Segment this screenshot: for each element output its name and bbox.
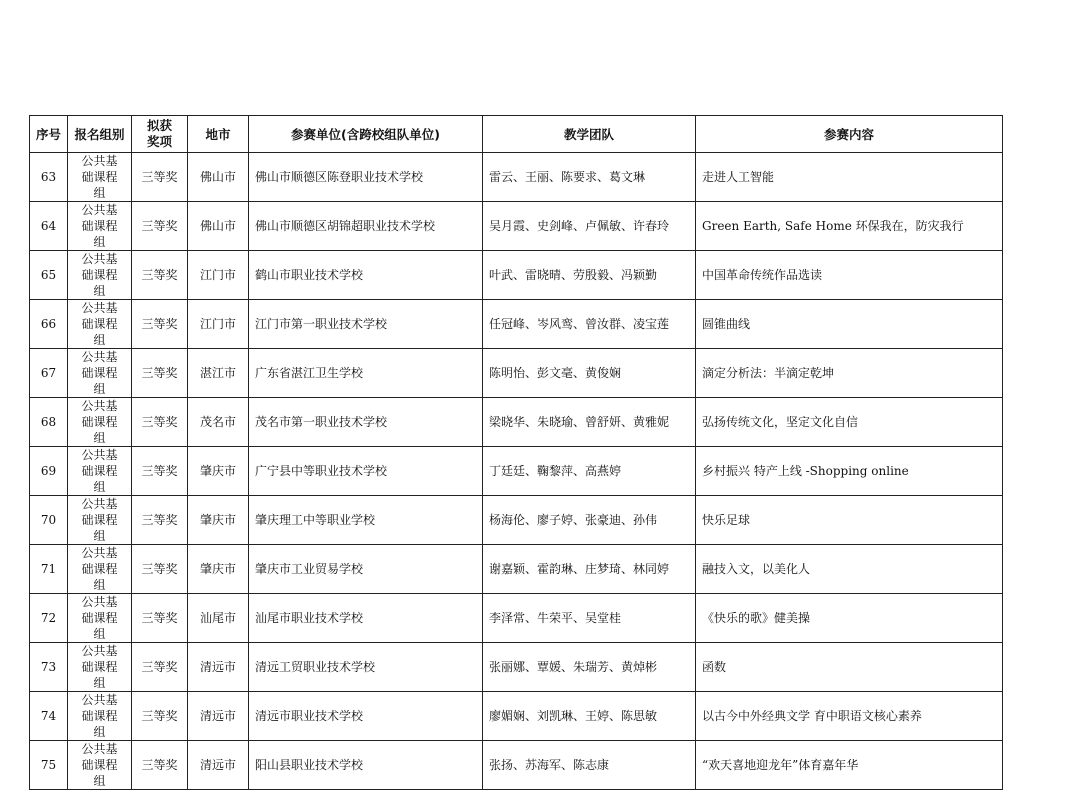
cell-city: 湛江市 — [188, 349, 249, 398]
cell-city: 肇庆市 — [188, 447, 249, 496]
cell-city: 佛山市 — [188, 153, 249, 202]
cell-content: 弘扬传统文化，坚定文化自信 — [696, 398, 1003, 447]
cell-award: 三等奖 — [132, 594, 188, 643]
cell-content: 融技入文，以美化人 — [696, 545, 1003, 594]
table-row — [30, 398, 1003, 447]
cell-award: 三等奖 — [132, 545, 188, 594]
cell-city: 佛山市 — [188, 202, 249, 251]
cell-unit: 肇庆市工业贸易学校 — [249, 545, 483, 594]
cell-no: 72 — [30, 594, 68, 643]
table-header-row — [30, 116, 1003, 153]
cell-group: 公共基础课程组 — [68, 251, 132, 300]
header-city: 地市 — [188, 116, 249, 153]
header-no: 序号 — [30, 116, 68, 153]
cell-unit: 清远市职业技术学校 — [249, 692, 483, 741]
cell-unit: 广宁县中等职业技术学校 — [249, 447, 483, 496]
cell-award: 三等奖 — [132, 643, 188, 692]
cell-group: 公共基础课程组 — [68, 398, 132, 447]
table-row — [30, 300, 1003, 349]
cell-no: 66 — [30, 300, 68, 349]
cell-content: 快乐足球 — [696, 496, 1003, 545]
cell-group: 公共基础课程组 — [68, 447, 132, 496]
cell-no: 73 — [30, 643, 68, 692]
table-row — [30, 741, 1003, 790]
cell-group: 公共基础课程组 — [68, 741, 132, 790]
cell-award: 三等奖 — [132, 153, 188, 202]
award-table — [29, 115, 1003, 790]
cell-team: 张丽娜、覃媛、朱瑞芳、黄焯彬 — [483, 643, 696, 692]
cell-award: 三等奖 — [132, 741, 188, 790]
cell-group: 公共基础课程组 — [68, 300, 132, 349]
cell-team: 雷云、王丽、陈要求、葛文琳 — [483, 153, 696, 202]
cell-content: 以古今中外经典文学 育中职语文核心素养 — [696, 692, 1003, 741]
table-row — [30, 349, 1003, 398]
cell-award: 三等奖 — [132, 202, 188, 251]
cell-content: 中国革命传统作品选读 — [696, 251, 1003, 300]
cell-unit: 肇庆理工中等职业学校 — [249, 496, 483, 545]
cell-award: 三等奖 — [132, 496, 188, 545]
table-row — [30, 202, 1003, 251]
cell-city: 江门市 — [188, 300, 249, 349]
table-row — [30, 643, 1003, 692]
cell-unit: 广东省湛江卫生学校 — [249, 349, 483, 398]
cell-city: 清远市 — [188, 741, 249, 790]
cell-no: 65 — [30, 251, 68, 300]
cell-team: 张扬、苏海军、陈志康 — [483, 741, 696, 790]
table-body — [30, 153, 1003, 790]
cell-unit: 江门市第一职业技术学校 — [249, 300, 483, 349]
cell-unit: 佛山市顺德区胡锦超职业技术学校 — [249, 202, 483, 251]
cell-team: 丁廷廷、鞠黎萍、高燕婷 — [483, 447, 696, 496]
table-row — [30, 545, 1003, 594]
cell-group: 公共基础课程组 — [68, 692, 132, 741]
cell-no: 67 — [30, 349, 68, 398]
cell-content: 《快乐的歌》健美操 — [696, 594, 1003, 643]
cell-team: 任冠峰、岑风鸾、曾汝群、凌宝莲 — [483, 300, 696, 349]
cell-award: 三等奖 — [132, 447, 188, 496]
header-unit: 参赛单位(含跨校组队单位) — [249, 116, 483, 153]
cell-unit: 汕尾市职业技术学校 — [249, 594, 483, 643]
header-content: 参赛内容 — [696, 116, 1003, 153]
header-group: 报名组别 — [68, 116, 132, 153]
table-row — [30, 447, 1003, 496]
cell-city: 汕尾市 — [188, 594, 249, 643]
cell-group: 公共基础课程组 — [68, 202, 132, 251]
cell-no: 70 — [30, 496, 68, 545]
cell-content: 函数 — [696, 643, 1003, 692]
table-row — [30, 496, 1003, 545]
header-award: 拟获奖项 — [132, 116, 188, 153]
cell-award: 三等奖 — [132, 692, 188, 741]
cell-group: 公共基础课程组 — [68, 496, 132, 545]
cell-content: 圆锥曲线 — [696, 300, 1003, 349]
table-row — [30, 594, 1003, 643]
cell-no: 71 — [30, 545, 68, 594]
header-team: 教学团队 — [483, 116, 696, 153]
cell-content: 滴定分析法：半滴定乾坤 — [696, 349, 1003, 398]
cell-city: 肇庆市 — [188, 545, 249, 594]
cell-content: Green Earth, Safe Home 环保我在，防灾我行 — [696, 202, 1003, 251]
cell-unit: 佛山市顺德区陈登职业技术学校 — [249, 153, 483, 202]
cell-team: 杨海伦、廖子婷、张豪迪、孙伟 — [483, 496, 696, 545]
cell-team: 廖媚娴、刘凯琳、王婷、陈思敏 — [483, 692, 696, 741]
cell-unit: 茂名市第一职业技术学校 — [249, 398, 483, 447]
cell-city: 清远市 — [188, 692, 249, 741]
cell-city: 江门市 — [188, 251, 249, 300]
cell-content: “欢天喜地迎龙年”体育嘉年华 — [696, 741, 1003, 790]
cell-no: 69 — [30, 447, 68, 496]
cell-team: 梁晓华、朱晓瑜、曾舒妍、黄雅妮 — [483, 398, 696, 447]
table-row — [30, 251, 1003, 300]
table-row — [30, 153, 1003, 202]
cell-no: 64 — [30, 202, 68, 251]
cell-group: 公共基础课程组 — [68, 594, 132, 643]
cell-team: 李泽常、牛荣平、吴堂桂 — [483, 594, 696, 643]
cell-group: 公共基础课程组 — [68, 545, 132, 594]
cell-no: 74 — [30, 692, 68, 741]
cell-unit: 清远工贸职业技术学校 — [249, 643, 483, 692]
cell-team: 陈明怡、彭文毫、黄俊娴 — [483, 349, 696, 398]
cell-unit: 阳山县职业技术学校 — [249, 741, 483, 790]
cell-no: 68 — [30, 398, 68, 447]
cell-unit: 鹤山市职业技术学校 — [249, 251, 483, 300]
cell-group: 公共基础课程组 — [68, 153, 132, 202]
cell-award: 三等奖 — [132, 300, 188, 349]
cell-city: 清远市 — [188, 643, 249, 692]
cell-award: 三等奖 — [132, 251, 188, 300]
cell-no: 63 — [30, 153, 68, 202]
cell-content: 走进人工智能 — [696, 153, 1003, 202]
cell-award: 三等奖 — [132, 398, 188, 447]
cell-team: 谢嘉颖、霍韵琳、庄梦琦、林同婷 — [483, 545, 696, 594]
cell-group: 公共基础课程组 — [68, 643, 132, 692]
cell-city: 茂名市 — [188, 398, 249, 447]
cell-no: 75 — [30, 741, 68, 790]
cell-team: 吴月霞、史剑峰、卢佩敏、许春玲 — [483, 202, 696, 251]
cell-team: 叶武、雷晓晴、劳殷毅、冯颖勤 — [483, 251, 696, 300]
cell-content: 乡村振兴 特产上线 -Shopping online — [696, 447, 1003, 496]
cell-city: 肇庆市 — [188, 496, 249, 545]
cell-award: 三等奖 — [132, 349, 188, 398]
table-row — [30, 692, 1003, 741]
cell-group: 公共基础课程组 — [68, 349, 132, 398]
